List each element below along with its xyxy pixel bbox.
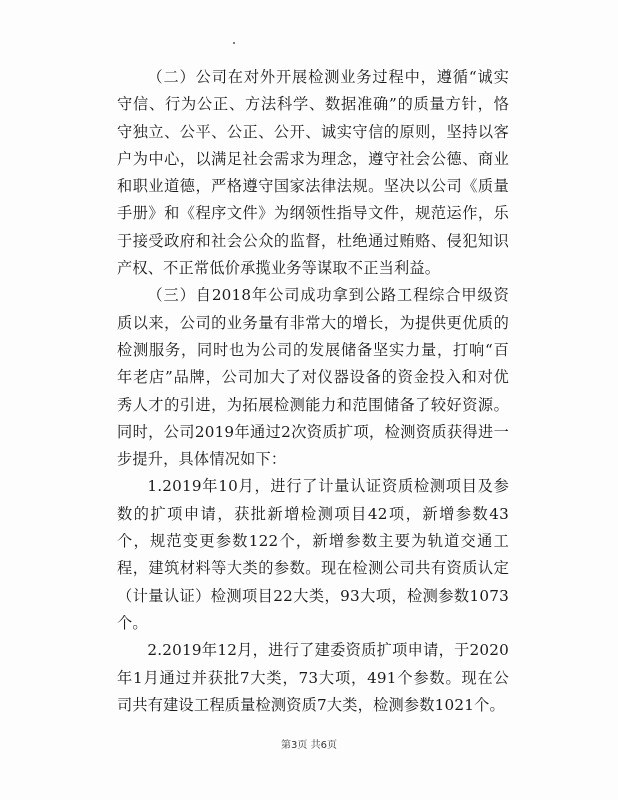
paragraph-quality-policy: （二）公司在对外开展检测业务过程中，遵循“诚实守信、行为公正、方法科学、数据准确”的质量方针，恪守独立、公平、公正、公开、诚实守信的原则，坚持以客户为中心，以满足社会需求为理念，遵守社会公德、商业和职业道德，严格遵守国家法律法规。坚决以公司《质量手册》和《程序文件》为纲领性指导文件，规范运作，乐于接受政府和社会公众的监督，杜绝通过贿赂、侵犯知识产权、不正常低价承揽业务等谋取不正当利益。 — [117, 68, 509, 278]
page-number: 第3页 共6页 — [281, 740, 337, 751]
paragraph-business-growth: （三）自2018年公司成功拿到公路工程综合甲级资质以来，公司的业务量有非常大的增长，为提供更优质的检测服务，同时也为公司的发展储备坚实力量，打响“百年老店”品牌，公司加大了对仪器设备的资金投入和对优秀人才的引进，为拓展检测能力和范围储备了较好资源。同时，公司2019年通过2次资质扩项，检测资质获得进一步提升，具体情况如下： — [117, 286, 509, 469]
paragraph-metrology-expansion: 1.2019年10月，进行了计量认证资质检测项目及参数的扩项申请，获批新增检测项目42项，新增参数43个，规范变更参数122个，新增参数主要为轨道交通工程，建筑材料等大类的参数。现在检测公司共有资质认定（计量认证）检测项目22大类，93大项，检测参数1073个。 — [117, 477, 509, 632]
scan-speck — [233, 42, 235, 44]
paragraph-construction-expansion: 2.2019年12月，进行了建委资质扩项申请，于2020年1月通过并获批7大类，73大项，491个参数。现在公司共有建设工程质量检测资质7大类，检测参数1021个。 — [117, 641, 509, 714]
document-body — [117, 64, 509, 719]
